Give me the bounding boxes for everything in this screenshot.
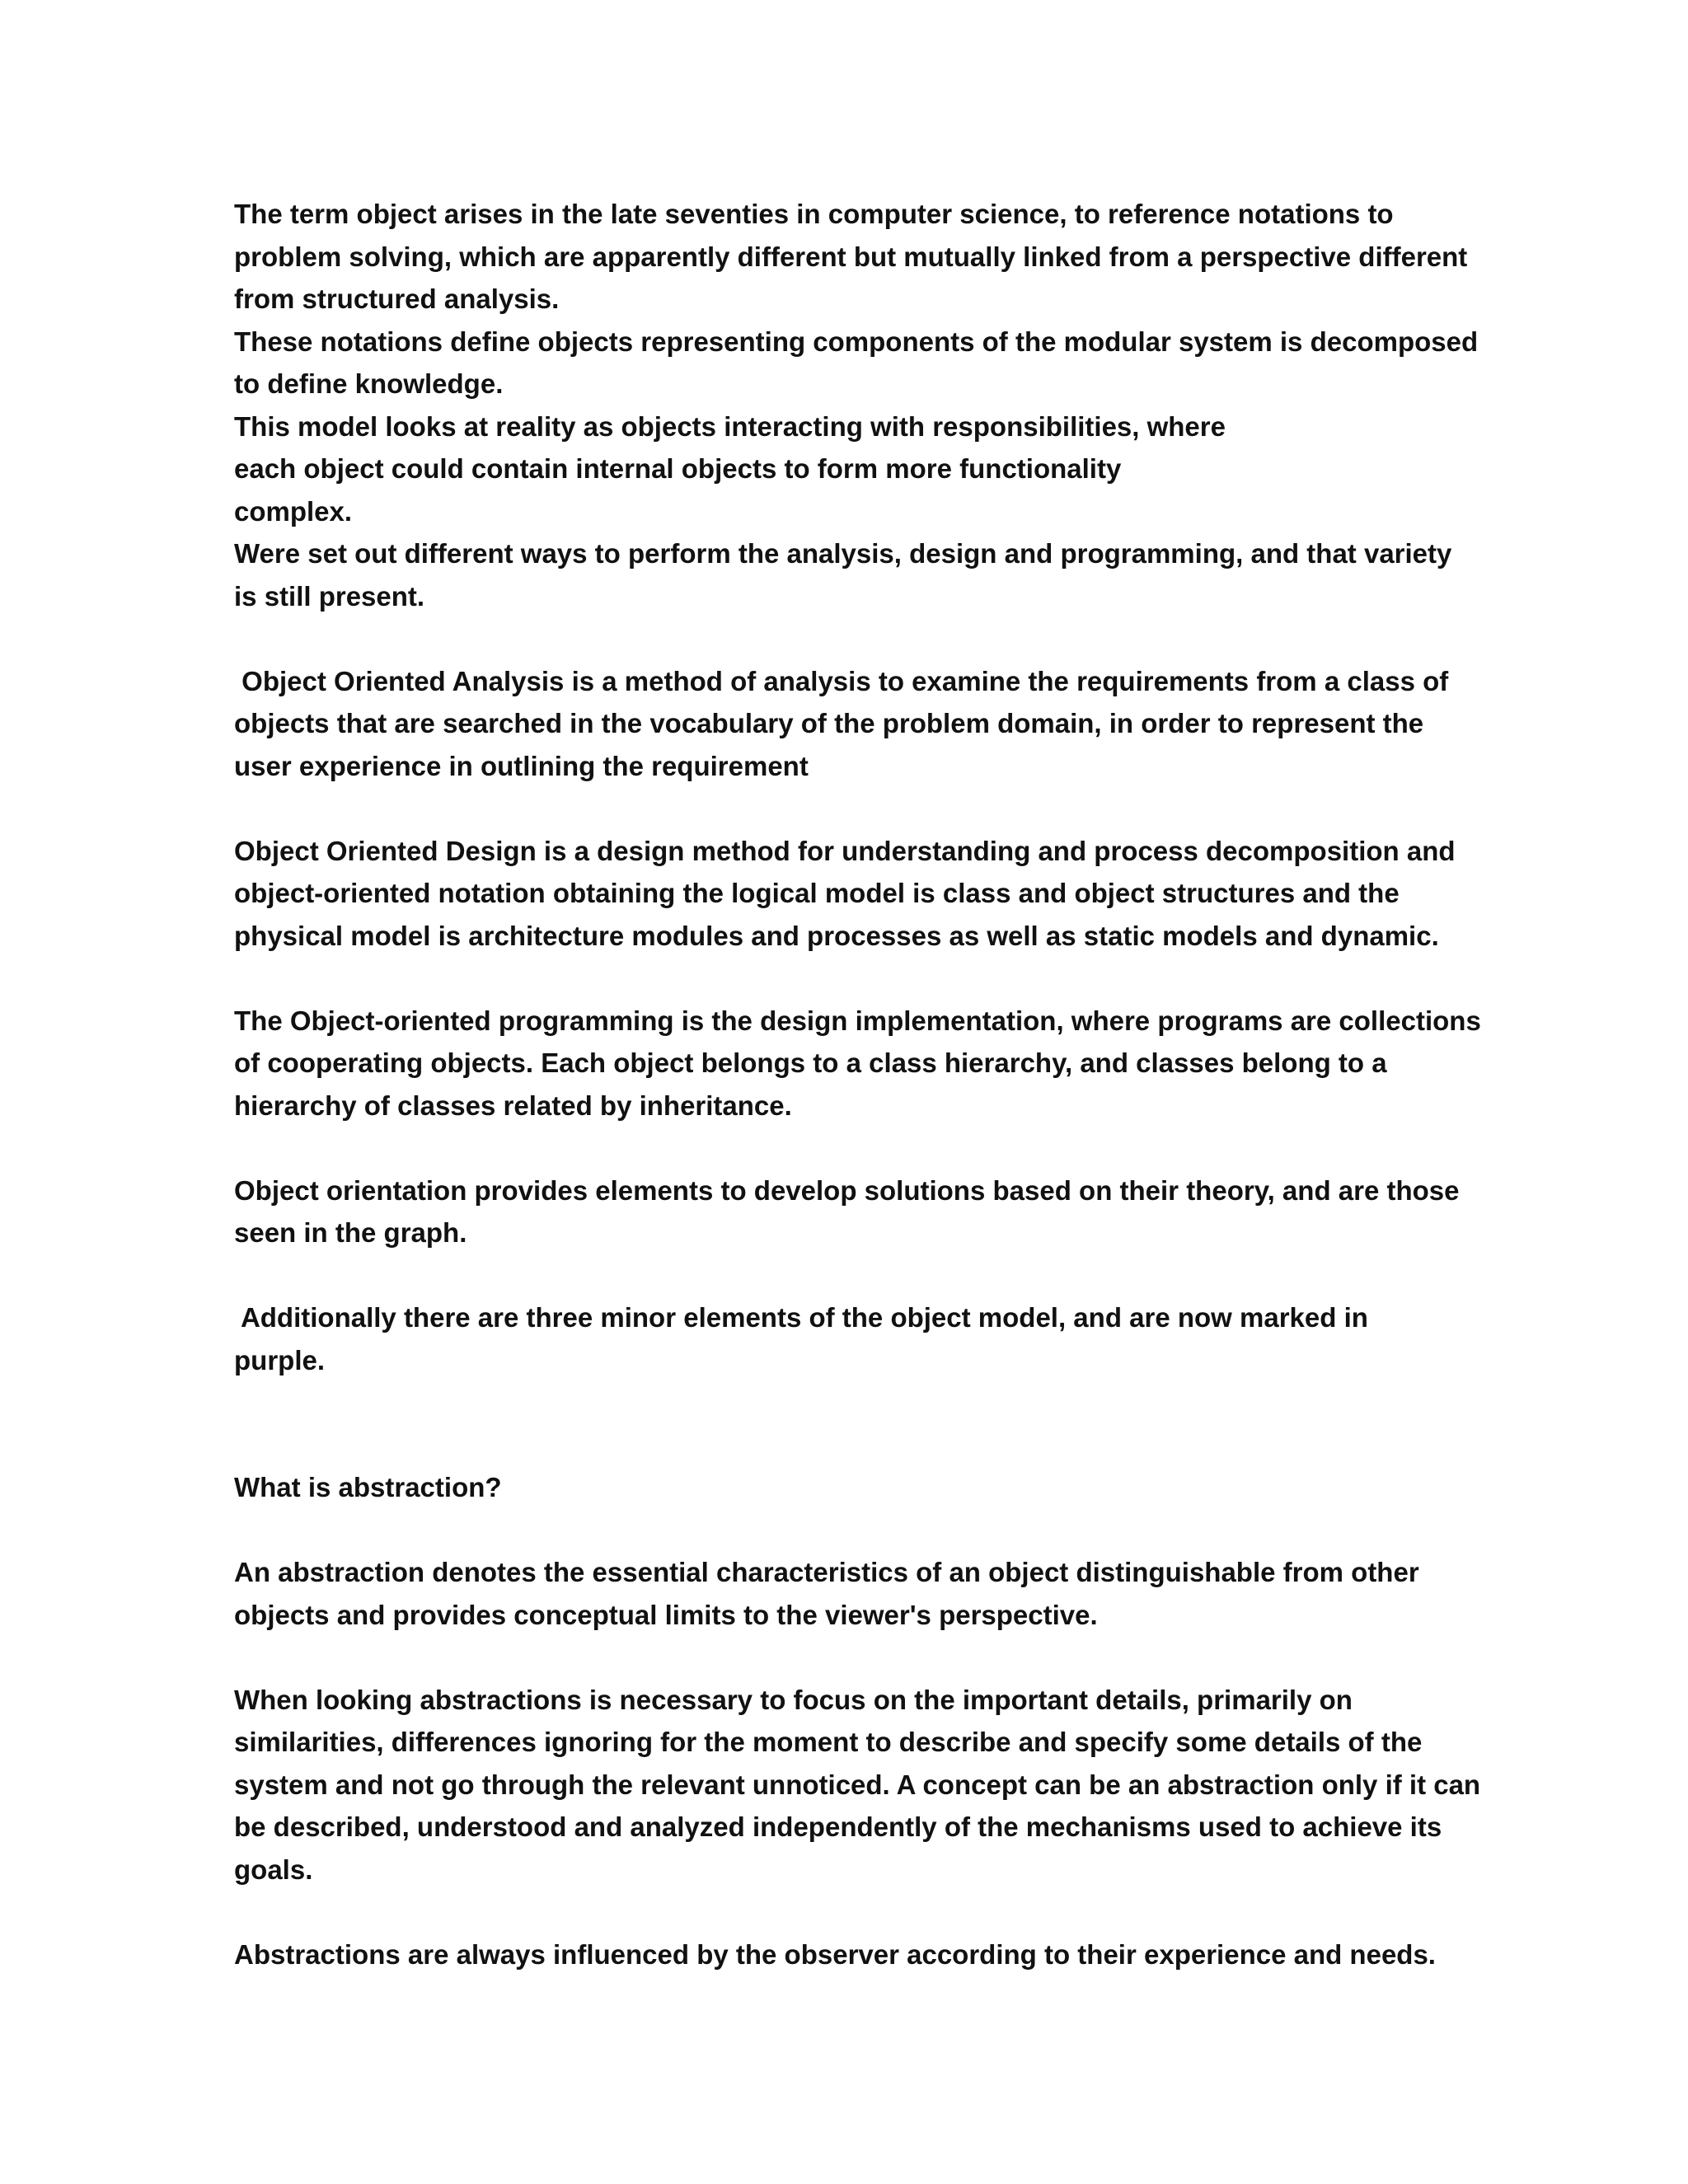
text-line: from structured analysis. xyxy=(234,284,560,314)
text-line: The term object arises in the late seventies in computer science, to reference notations to xyxy=(234,199,1394,229)
paragraph-abstraction-observer xyxy=(234,1933,1487,1976)
text-line: These notations define objects representing components of the modular system is decomposed xyxy=(234,326,1479,357)
text-line: each object could contain internal objects to form more functionality xyxy=(234,453,1122,484)
text-line: system and not go through the relevant unnoticed. A concept can be an abstraction only if it can xyxy=(234,1769,1481,1800)
paragraph-gap xyxy=(234,617,1487,660)
text-line: objects that are searched in the vocabulary of the problem domain, in order to represent the xyxy=(234,708,1424,738)
text-line: An abstraction denotes the essential characteristics of an object distinguishable from other xyxy=(234,1557,1419,1587)
text-line: hierarchy of classes related by inheritance. xyxy=(234,1090,792,1121)
heading-text: What is abstraction? xyxy=(234,1472,502,1502)
paragraph-gap xyxy=(234,1636,1487,1679)
text-line: Abstractions are always influenced by the observer according to their experience and needs. xyxy=(234,1938,1436,1970)
text-line: be described, understood and analyzed independently of the mechanisms used to achieve its xyxy=(234,1811,1442,1842)
paragraph-abstraction-details xyxy=(234,1679,1487,1891)
text-line: Object orientation provides elements to develop solutions based on their theory, and are those xyxy=(234,1174,1460,1206)
text-line: Object Oriented Design is a design method for understanding and process decomposition and xyxy=(234,835,1456,866)
text-line: of cooperating objects. Each object belongs to a class hierarchy, and classes belong to a xyxy=(234,1047,1387,1078)
text-line: The Object-oriented programming is the design implementation, where programs are collections xyxy=(234,1005,1481,1036)
paragraph-gap xyxy=(234,957,1487,1000)
paragraph-oop xyxy=(234,1000,1487,1127)
text-line: similarities, differences ignoring for the moment to describe and specify some details of the xyxy=(234,1727,1423,1757)
text-line: problem solving, which are apparently different but mutually linked from a perspective different xyxy=(234,241,1468,272)
paragraph-gap xyxy=(234,787,1487,830)
text-line: seen in the graph. xyxy=(234,1217,467,1248)
text-line: purple. xyxy=(234,1344,326,1376)
paragraph-gap xyxy=(234,1254,1487,1297)
text-line: Object Oriented Analysis is a method of analysis to examine the requirements from a class of xyxy=(234,665,1449,696)
document-body xyxy=(234,193,1487,1975)
paragraph-gap xyxy=(234,1127,1487,1169)
text-line: goals. xyxy=(234,1854,313,1885)
paragraph-gap xyxy=(234,1509,1487,1552)
paragraph-ood xyxy=(234,830,1487,958)
text-line: objects and provides conceptual limits to the viewer's perspective. xyxy=(234,1599,1098,1630)
text-line: user experience in outlining the requirement xyxy=(234,750,809,781)
paragraph-gap xyxy=(234,1891,1487,1933)
paragraph-minor-elements xyxy=(234,1296,1487,1381)
text-line: to define knowledge. xyxy=(234,368,504,399)
paragraph-ooa xyxy=(234,660,1487,788)
text-line: physical model is architecture modules and processes as well as static models and dynamic. xyxy=(234,920,1439,951)
paragraph-abstraction-definition xyxy=(234,1551,1487,1636)
text-line: Additionally there are three minor elements of the object model, and are now marked in xyxy=(234,1302,1368,1333)
paragraph-gap xyxy=(234,1381,1487,1466)
paragraph-object-origin xyxy=(234,193,1487,617)
text-line: complex. xyxy=(234,495,353,527)
text-line: Were set out different ways to perform the analysis, design and programming, and that variety xyxy=(234,538,1452,569)
paragraph-object-orientation xyxy=(234,1169,1487,1254)
section-heading-abstraction xyxy=(234,1466,1487,1509)
text-line: object-oriented notation obtaining the logical model is class and object structures and the xyxy=(234,878,1400,908)
text-line: This model looks at reality as objects interacting with responsibilities, where xyxy=(234,410,1226,442)
text-line: When looking abstractions is necessary to focus on the important details, primarily on xyxy=(234,1684,1353,1715)
text-line: is still present. xyxy=(234,580,425,612)
